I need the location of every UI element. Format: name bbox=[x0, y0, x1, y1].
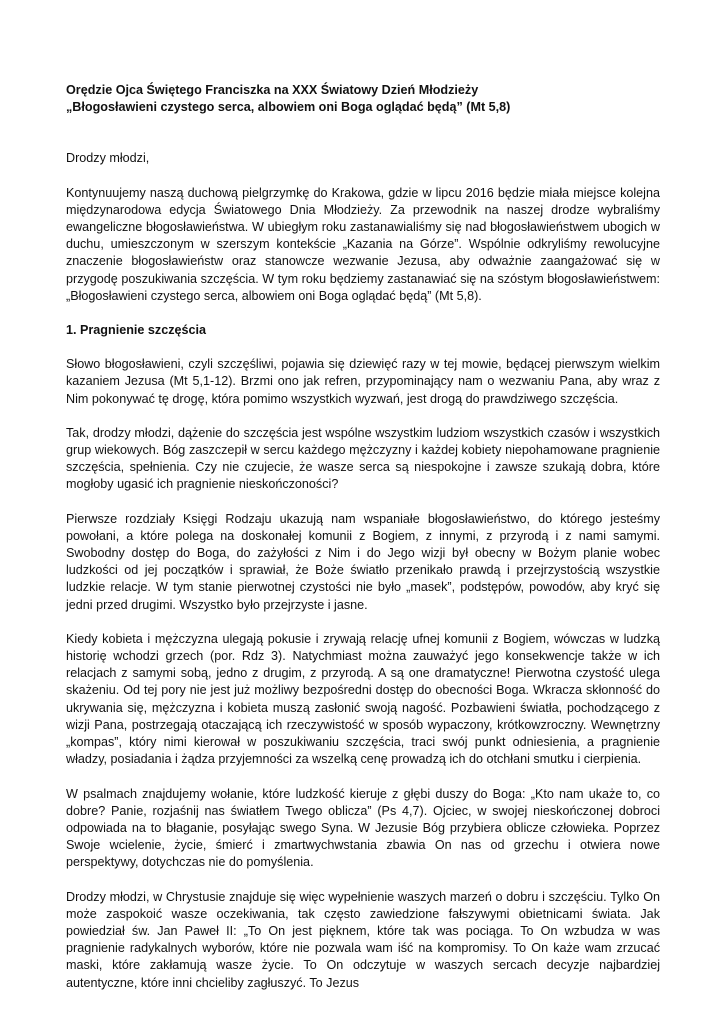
paragraph-6: Drodzy młodzi, w Chrystusie znajduje się więc wypełnienie waszych marzeń o dobru i szczęściu. Tylko On może zaspokoić wasze oczekiwania, tak często zawiedzione fałszywymi obietnicami świata. Jak powiedział św. Jan Paweł II: „To On jest pięknem, które tak was pociąga. To On wzbudza w was pragnienie radykalnych wyborów, które nie pozwala wam iść na kompromisy. To On każe wam zrzucać maski, które zakłamują wasze życie. To On odczytuje w waszych sercach decyzje najbardziej autentyczne, które inni chcieliby zagłuszyć. To Jezus bbox=[66, 889, 660, 990]
paragraph-5: W psalmach znajdujemy wołanie, które ludzkość kieruje z głębi duszy do Boga: „Kto nam ukaże to, co dobre? Panie, rozjaśnij nas światłem Twego oblicza” (Ps 4,7). Ojciec, w swojej nieskończonej dobroci odpowiada na to błaganie, posyłając swego Syna. W Jezusie Bóg przybiera oblicze człowieka. Poprzez Swoje wcielenie, życie, śmierć i zmartwychwstania zbawia On nas od grzechu i otwiera nowe perspektywy, dotychczas nie do pomyślenia. bbox=[66, 786, 660, 870]
paragraph-2: Tak, drodzy młodzi, dążenie do szczęścia jest wspólne wszystkim ludziom wszystkich czasów i wszystkich grup wiekowych. Bóg zaszczepił w sercu każdego mężczyzny i każdej kobiety niepohamowane pragnienie szczęścia, spełnienia. Czy nie czujecie, że wasze serca są niespokojne i zawsze szukają dobra, które mogłoby ugasić ich pragnienie nieskończoności? bbox=[66, 425, 660, 492]
document-title-line-1: Orędzie Ojca Świętego Franciszka na XXX Światowy Dzień Młodzieży bbox=[66, 83, 479, 97]
intro-paragraph: Kontynuujemy naszą duchową pielgrzymkę do Krakowa, gdzie w lipcu 2016 będzie miała miejsce kolejna międzynarodowa edycja Światowego Dnia Młodzieży. Za przewodnik na naszej drodze wybraliśmy ewangeliczne błogosławieństwa. W ubiegłym roku zastanawialiśmy się nad błogosławieństwem ubogich w duchu, umieszczonym w szerszym kontekście „Kazania na Górze”. Wspólnie odkryliśmy rewolucyjne znaczenie błogosławieństw oraz stanowcze wezwanie Jezusa, aby odważnie zaangażować się w przygodę poszukiwania szczęścia. W tym roku będziemy zastanawiać się na szóstym błogosławieństwem: „Błogosławieni czystego serca, albowiem oni Boga oglądać będą” (Mt 5,8). bbox=[66, 185, 660, 303]
greeting: Drodzy młodzi, bbox=[66, 151, 150, 166]
paragraph-3: Pierwsze rozdziały Księgi Rodzaju ukazują nam wspaniałe błogosławieństwo, do którego jesteśmy powołani, a które polega na doskonałej komunii z Bogiem, z innymi, z przyrodą i z nami samymi. Swobodny dostęp do Boga, do zażyłości z Nim i do Jego wizji był obecny w Bożym planie wobec ludzkości od jej początków i sprawiał, że Boże światło przenikało prawdą i przejrzystością wszystkie ludzkie relacje. W tym stanie pierwotnej czystości nie było „masek”, podstępów, powodów, aby kryć się jedni przed drugimi. Wszystko było przejrzyste i jasne. bbox=[66, 511, 660, 612]
document-title-line-2: „Błogosławieni czystego serca, albowiem oni Boga oglądać będą” (Mt 5,8) bbox=[66, 100, 511, 115]
paragraph-1: Słowo błogosławieni, czyli szczęśliwi, pojawia się dziewięć razy w tej mowie, będącej pierwszym wielkim kazaniem Jezusa (Mt 5,1-12). Brzmi ono jak refren, przypominający nam o wezwaniu Pana, aby wraz z Nim pokonywać tę drogę, która pomimo wszystkich wyzwań, jest drogą do prawdziwego szczęścia. bbox=[66, 357, 660, 406]
section-heading-1: 1. Pragnienie szczęścia bbox=[66, 323, 207, 338]
document-page bbox=[66, 82, 660, 1009]
paragraph-4: Kiedy kobieta i mężczyzna ulegają pokusie i zrywają relację ufnej komunii z Bogiem, wówczas w ludzką historię wchodzi grzech (por. Rdz 3). Natychmiast można zauważyć jego konsekwencje także w ich relacjach z samymi sobą, jedno z drugim, z przyrodą. A są one dramatyczne! Pierwotna czystość ulega skażeniu. Od tej pory nie jest już możliwy bezpośredni dostęp do obecności Boga. Wkracza skłonność do ukrywania się, mężczyzna i kobieta muszą zasłonić swoją nagość. Pozbawieni światła, pochodzącego z wizji Pana, postrzegają otaczającą ich rzeczywistość w sposób wypaczony, krótkowzroczny. Wewnętrzny „kompas”, który nimi kierował w poszukiwaniu szczęścia, traci swój punkt odniesienia, a pragnienie władzy, posiadania i żądza przyjemności za wszelką cenę prowadzą ich do otchłani smutku i cierpienia. bbox=[66, 631, 660, 767]
document-title-block bbox=[66, 82, 660, 116]
